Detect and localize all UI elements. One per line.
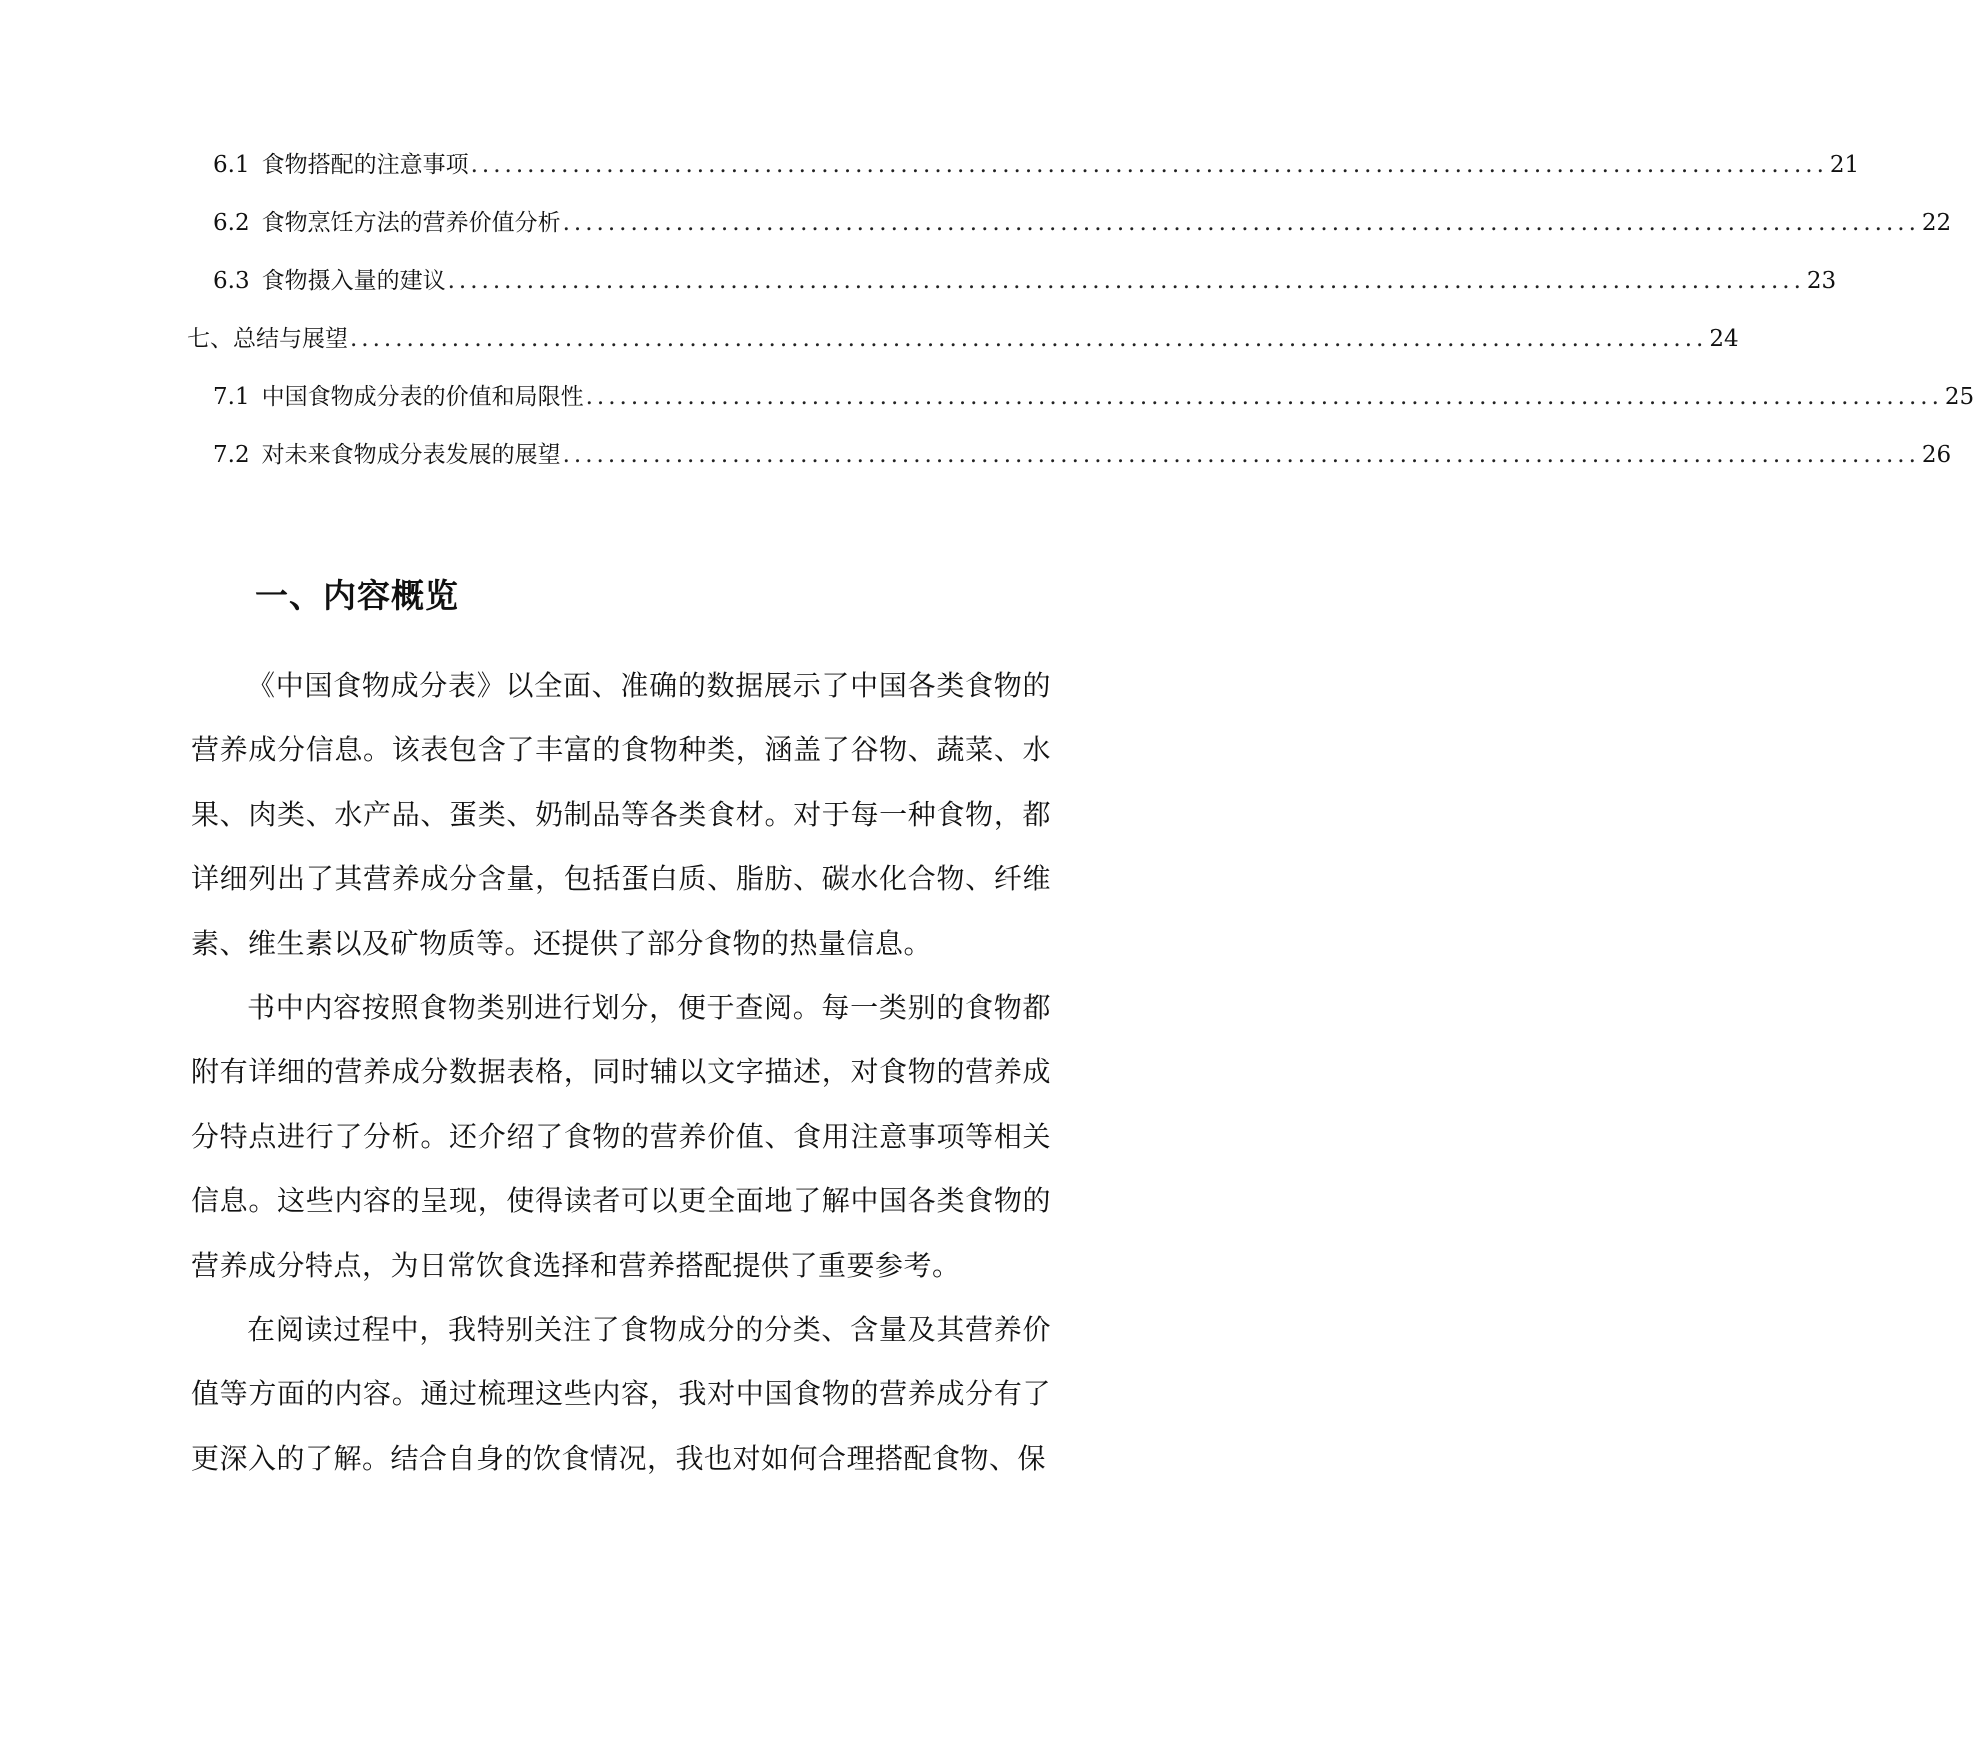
toc-entry-number: 7.1: [213, 384, 250, 410]
toc-entry-number: 6.3: [213, 268, 250, 294]
toc-entry[interactable]: [213, 438, 1952, 472]
toc-entry-title: 对未来食物成分表发展的展望: [261, 442, 561, 468]
section-heading: 一、内容概览: [255, 576, 459, 615]
toc-leader-dots: ........................................................................................................................: [447, 268, 1805, 294]
toc-entry[interactable]: [213, 380, 1974, 414]
toc-entry-title: 食物摄入量的建议: [261, 268, 446, 294]
toc-leader-dots: ........................................................................................................................: [470, 152, 1828, 178]
toc-entry-number: 7.2: [213, 442, 250, 468]
toc-entry-title: 中国食物成分表的价值和局限性: [261, 384, 584, 410]
toc-entry-page: 25: [1944, 384, 1974, 410]
toc-entry[interactable]: [213, 206, 1952, 240]
toc-entry[interactable]: [213, 148, 1860, 182]
toc-entry-number: 6.1: [213, 152, 250, 178]
body-paragraph: 《中国食物成分表》以全面、准确的数据展示了中国各类食物的营养成分信息。该表包含了丰富的食物种类，涵盖了谷物、蔬菜、水果、肉类、水产品、蛋类、奶制品等各类食材。对于每一种食物，都详细列出了其营养成分含量，包括蛋白质、脂肪、碳水化合物、纤维素、维生素以及矿物质等。还提供了部分食物的热量信息。: [191, 669, 1051, 960]
toc-entry-title: 食物烹饪方法的营养价值分析: [261, 210, 561, 236]
toc-leader-dots: ........................................................................................................................: [562, 210, 1920, 236]
toc-leader-dots: ........................................................................................................................: [585, 384, 1943, 410]
toc-entry-title: 七、总结与展望: [187, 326, 348, 352]
toc-entry-page: 22: [1921, 210, 1952, 236]
toc-entry-title: 食物搭配的注意事项: [261, 152, 469, 178]
toc-entry-page: 23: [1806, 268, 1837, 294]
toc-leader-dots: ........................................................................................................................: [350, 326, 1708, 352]
section-body: [191, 654, 1051, 1491]
toc-entry-number: 6.2: [213, 210, 250, 236]
toc-entry-page: 26: [1921, 442, 1952, 468]
toc-entry-page: 21: [1829, 152, 1860, 178]
toc-entry[interactable]: [213, 264, 1837, 298]
body-paragraph: 在阅读过程中，我特别关注了食物成分的分类、含量及其营养价值等方面的内容。通过梳理这些内容，我对中国食物的营养成分有了更深入的了解。结合自身的饮食情况，我也对如何合理搭配食物、保: [191, 1313, 1051, 1475]
toc-entry-page: 24: [1709, 326, 1739, 352]
toc-leader-dots: ........................................................................................................................: [562, 442, 1920, 468]
toc-entry-chapter[interactable]: [187, 322, 1739, 356]
body-paragraph: 书中内容按照食物类别进行划分，便于查阅。每一类别的食物都附有详细的营养成分数据表格，同时辅以文字描述，对食物的营养成分特点进行了分析。还介绍了食物的营养价值、食用注意事项等相关信息。这些内容的呈现，使得读者可以更全面地了解中国各类食物的营养成分特点，为日常饮食选择和营养搭配提供了重要参考。: [191, 991, 1051, 1282]
